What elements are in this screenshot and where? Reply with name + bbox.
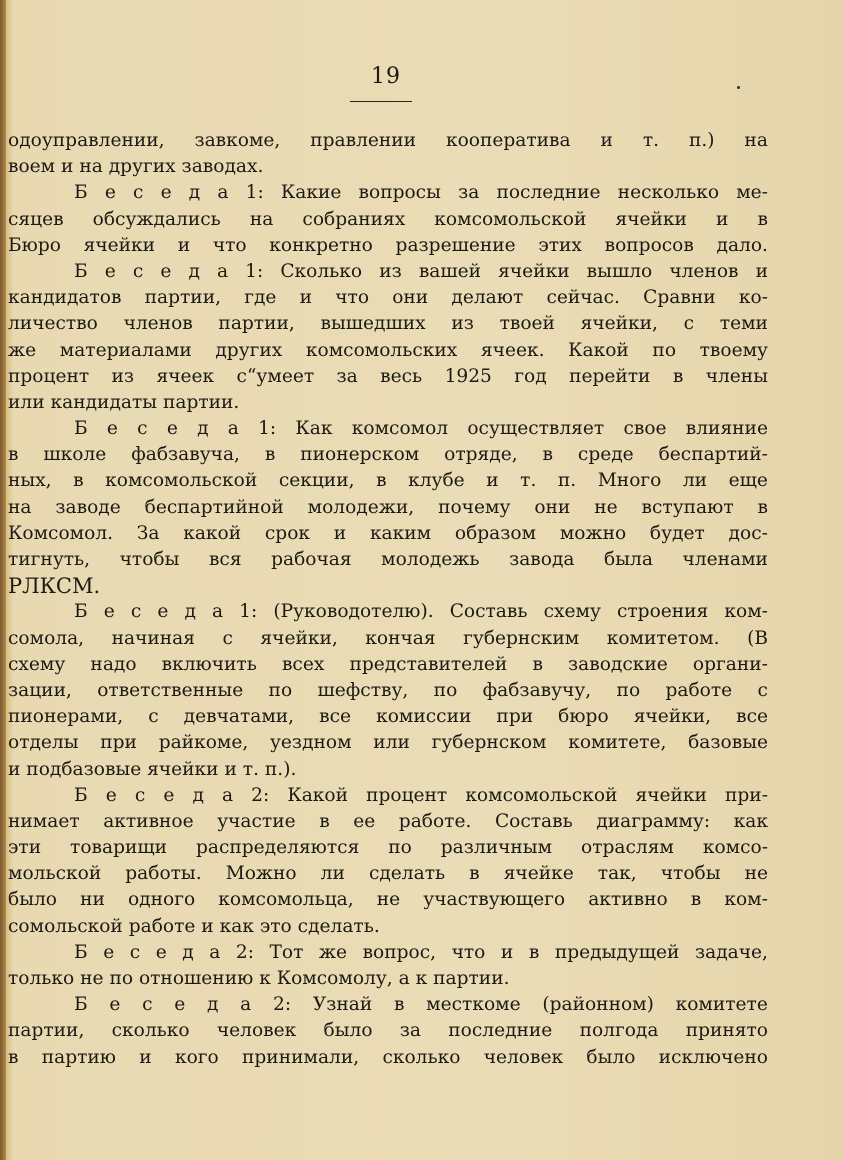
text-line: партии, сколько человек было за последние полгода принято (8, 1020, 768, 1042)
text-line: было ни одного комсомольца, не участвующего активно в ком- (8, 889, 768, 911)
text-line: тигнуть, чтобы вся рабочая молодежь завода была членами (8, 549, 768, 570)
text-line: Б е с е д а 2: Тот же вопрос, что и в предыдущей задаче, (74, 941, 768, 963)
text-line: Б е с е д а 1: Как комсомол осуществляет свое влияние (74, 418, 768, 440)
text-line: Б е с е д а 1: Какие вопросы за последние несколько ме- (74, 182, 768, 204)
text-line: же материалами других комсомольских ячеек. Какой по твоему (8, 339, 768, 361)
text-line: сяцев обсуждались на собраниях комсомольской ячейки и в (8, 208, 768, 230)
text-line: Бюро ячейки и что конкретно разрешение этих вопросов дало. (8, 234, 768, 256)
text-line: сомола, начиная с ячейки, кончая губернским комитетом. (В (8, 627, 768, 649)
text-line: отделы при райкоме, уездном или губернском комитете, базовые (8, 732, 768, 754)
text-line: пионерами, с девчатами, все комиссии при бюро ячейки, все (8, 706, 768, 728)
text-line: в школе фабзавуча, в пионерском отряде, в среде беспартий- (8, 444, 768, 466)
text-line: или кандидаты партии. (8, 391, 240, 413)
text-line: Б е с е д а 1: Сколько из вашей ячейки вышло членов и (74, 260, 768, 282)
text-line: в партию и кого принимали, сколько человек было исключено (8, 1046, 768, 1068)
text-line: нимает активное участие в ее работе. Составь диаграмму: как (8, 810, 768, 832)
page-number-rule (350, 101, 412, 102)
text-line: процент из ячеек с“умеет за весь 1925 год перейти в члены (8, 365, 768, 387)
text-line: на заводе беспартийной молодежи, почему они не вступают в (8, 496, 768, 518)
text-line: кандидатов партии, где и что они делают сейчас. Сравни ко- (8, 287, 768, 309)
text-line: Б е с е д а 1: (Руководотелю). Составь схему строения ком- (74, 601, 768, 623)
text-line: сомольской работе и как это сделать. (8, 915, 380, 937)
text-line: одоуправлении, завкоме, правлении кооператива и т. п.) на (8, 130, 768, 151)
text-line: РЛКСМ. (8, 574, 101, 599)
page-binding-edge (0, 0, 6, 1160)
text-line: и подбазовые ячейки и т. п.). (8, 758, 297, 780)
text-line: схему надо включить всех представителей в заводские органи- (8, 653, 768, 675)
text-line: ных, в комсомольской секции, в клубе и т. п. Много ли еще (8, 470, 768, 492)
text-line: личество членов партии, вышедших из твоей ячейки, с теми (8, 313, 768, 335)
text-line: зации, ответственные по шефству, по фабзавучу, по работе с (8, 679, 768, 701)
print-speck (737, 86, 740, 89)
body-text (8, 128, 768, 1071)
text-line: Комсомол. За какой срок и каким образом можно будет дос- (8, 522, 768, 544)
text-line: эти товарищи распределяются по различным отраслям комсо- (8, 837, 768, 859)
text-line: Б е с е д а 2: Какой процент комсомольской ячейки при- (74, 784, 768, 806)
page-number: 19 (371, 64, 401, 89)
text-line: Б е с е д а 2: Узнай в месткоме (районном) комитете (74, 994, 768, 1016)
text-line: мольской работы. Можно ли сделать в ячейке так, чтобы не (8, 863, 768, 885)
text-line: только не по отношению к Комсомолу, а к партии. (8, 968, 510, 989)
text-line: воем и на других заводах. (8, 156, 264, 178)
